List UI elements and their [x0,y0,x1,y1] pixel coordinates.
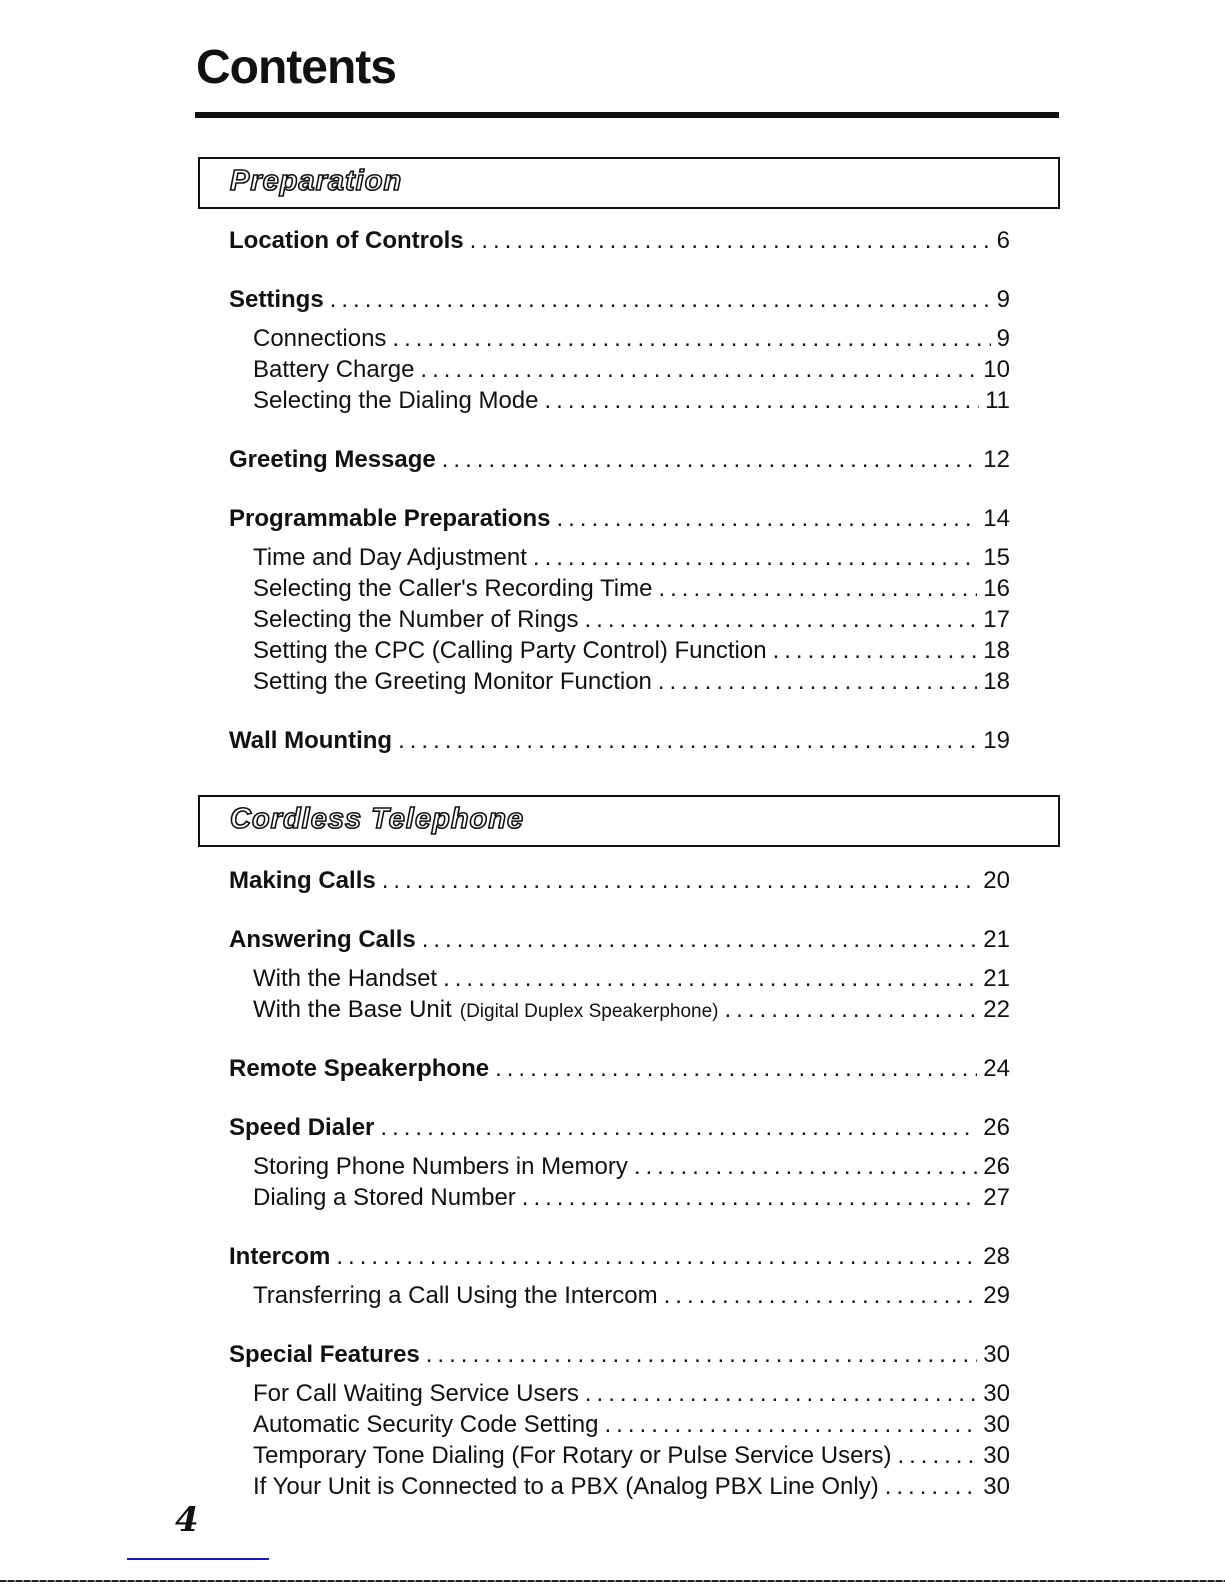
toc-entry-page: 30 [983,1380,1010,1407]
toc-entry-page: 20 [983,867,1010,894]
toc-entry-label: Remote Speakerphone [229,1055,490,1082]
toc-entry[interactable] [229,1409,1010,1440]
toc-entry-page: 15 [983,544,1010,571]
toc-entry[interactable] [229,323,1010,354]
toc-entry-label: Greeting Message [229,446,436,473]
toc-entry[interactable] [229,1241,1010,1272]
toc-entry[interactable] [229,284,1010,315]
toc-entry-page: 11 [985,387,1010,414]
toc-entry[interactable] [229,1280,1010,1311]
toc-entry[interactable] [229,1471,1010,1502]
dot-leader [330,284,991,315]
toc-entry-label: Answering Calls [229,926,416,953]
dot-leader [426,1339,978,1370]
toc-entry-label: Speed Dialer [229,1114,375,1141]
toc-entry-page: 26 [983,1114,1010,1141]
dot-leader [422,924,978,955]
dot-leader [585,604,978,635]
dot-leader [470,225,991,256]
toc-entry[interactable] [229,1440,1010,1471]
toc-entry-page: 16 [983,575,1010,602]
toc-entry-page: 18 [983,668,1010,695]
toc-entry-page: 21 [983,926,1010,953]
section-title: Cordless Telephone [230,803,525,835]
toc-entry-label: Transferring a Call Using the Intercom [253,1282,658,1309]
toc-entry[interactable] [229,963,1010,994]
dot-leader [443,963,977,994]
toc-list-cordless-telephone [229,865,1010,1502]
toc-entry-page: 9 [996,325,1010,352]
toc-entry-label: Temporary Tone Dialing (For Rotary or Pulse Service Users) [253,1442,892,1469]
toc-entry-label: Battery Charge [253,356,415,383]
toc-entry-page: 30 [983,1473,1010,1500]
toc-entry-label: If Your Unit is Connected to a PBX (Analog PBX Line Only) [253,1473,879,1500]
toc-entry-page: 22 [983,996,1010,1023]
toc-entry[interactable] [229,503,1010,534]
toc-entry-label: Making Calls [229,867,376,894]
dot-leader [522,1182,978,1213]
dot-leader [605,1409,978,1440]
dot-leader [420,354,977,385]
toc-entry-label: Intercom [229,1243,331,1270]
page-edge-line [0,1580,1225,1582]
toc-entry[interactable] [229,542,1010,573]
toc-entry-page: 26 [983,1153,1010,1180]
dot-leader [585,1378,977,1409]
toc-entry[interactable] [229,354,1010,385]
toc-entry[interactable] [229,1378,1010,1409]
toc-entry[interactable] [229,225,1010,256]
dot-leader [382,865,978,896]
toc-entry-label: Time and Day Adjustment [253,544,527,571]
toc-entry-label: Selecting the Caller's Recording Time [253,575,653,602]
toc-entry[interactable] [229,444,1010,475]
dot-leader [634,1151,977,1182]
toc-entry-label: Programmable Preparations [229,505,551,532]
toc-entry[interactable] [229,1339,1010,1370]
toc-entry[interactable] [229,725,1010,756]
section-header-preparation [198,157,1060,209]
toc-entry-label: Connections [253,325,387,352]
toc-entry-label: Setting the CPC (Calling Party Control) Function [253,637,767,664]
toc-entry-page: 21 [983,965,1010,992]
toc-list-preparation [229,225,1010,756]
dot-leader [442,444,978,475]
toc-entry-page: 24 [983,1055,1010,1082]
dot-leader [380,1112,977,1143]
toc-entry-label: Automatic Security Code Setting [253,1411,599,1438]
toc-entry[interactable] [229,666,1010,697]
toc-entry-label: Special Features [229,1341,420,1368]
toc-entry-label: Settings [229,286,324,313]
toc-entry-page: 27 [983,1184,1010,1211]
toc-entry[interactable] [229,924,1010,955]
toc-entry-label: With the Handset [253,965,438,992]
toc-entry[interactable] [229,635,1010,666]
toc-entry-label: Setting the Greeting Monitor Function [253,668,652,695]
dot-leader [885,1471,978,1502]
toc-entry-page: 18 [983,637,1010,664]
toc-entry-label: Selecting the Dialing Mode [253,387,539,414]
toc-entry[interactable] [229,1151,1010,1182]
dot-leader [398,725,977,756]
dot-leader [495,1053,977,1084]
toc-entry-label: Wall Mounting [229,727,393,754]
toc-entry-label: For Call Waiting Service Users [253,1380,579,1407]
toc-entry[interactable] [229,1053,1010,1084]
toc-entry-page: 30 [983,1442,1010,1469]
toc-entry-label: Location of Controls [229,227,464,254]
toc-entry-label: With the Base Unit [253,996,452,1023]
toc-entry-page: 19 [983,727,1010,754]
toc-entry-page: 29 [983,1282,1010,1309]
toc-entry-label: Dialing a Stored Number [253,1184,516,1211]
dot-leader [336,1241,977,1272]
dot-leader [897,1440,977,1471]
toc-entry[interactable] [229,573,1010,604]
toc-entry-page: 10 [983,356,1010,383]
dot-leader [725,994,978,1025]
toc-entry-note: (Digital Duplex Speakerphone) [459,1001,719,1022]
toc-entry-page: 30 [983,1411,1010,1438]
blue-underline [127,1558,269,1560]
dot-leader [556,503,977,534]
section-title: Preparation [230,165,403,197]
dot-leader [545,385,980,416]
page-number: 4 [175,1500,199,1540]
toc-entry[interactable] [229,865,1010,896]
dot-leader [533,542,977,573]
toc-entry-label: Storing Phone Numbers in Memory [253,1153,628,1180]
toc-entry-page: 14 [983,505,1010,532]
toc-entry-label: Selecting the Number of Rings [253,606,579,633]
title-rule [195,112,1059,118]
dot-leader [664,1280,978,1311]
toc-entry[interactable] [229,1182,1010,1213]
dot-leader [658,666,977,697]
toc-entry-page: 28 [983,1243,1010,1270]
dot-leader [392,323,990,354]
toc-entry[interactable] [229,604,1010,635]
dot-leader [658,573,977,604]
toc-entry-page: 12 [983,446,1010,473]
page-title: Contents [196,41,396,94]
toc-entry-page: 9 [996,286,1010,313]
toc-entry-page: 6 [996,227,1010,254]
toc-entry[interactable] [229,1112,1010,1143]
section-header-cordless-telephone [198,795,1060,847]
toc-entry-page: 17 [983,606,1010,633]
toc-entry-page: 30 [983,1341,1010,1368]
dot-leader [773,635,978,666]
toc-entry[interactable] [229,994,1010,1025]
toc-entry[interactable] [229,385,1010,416]
